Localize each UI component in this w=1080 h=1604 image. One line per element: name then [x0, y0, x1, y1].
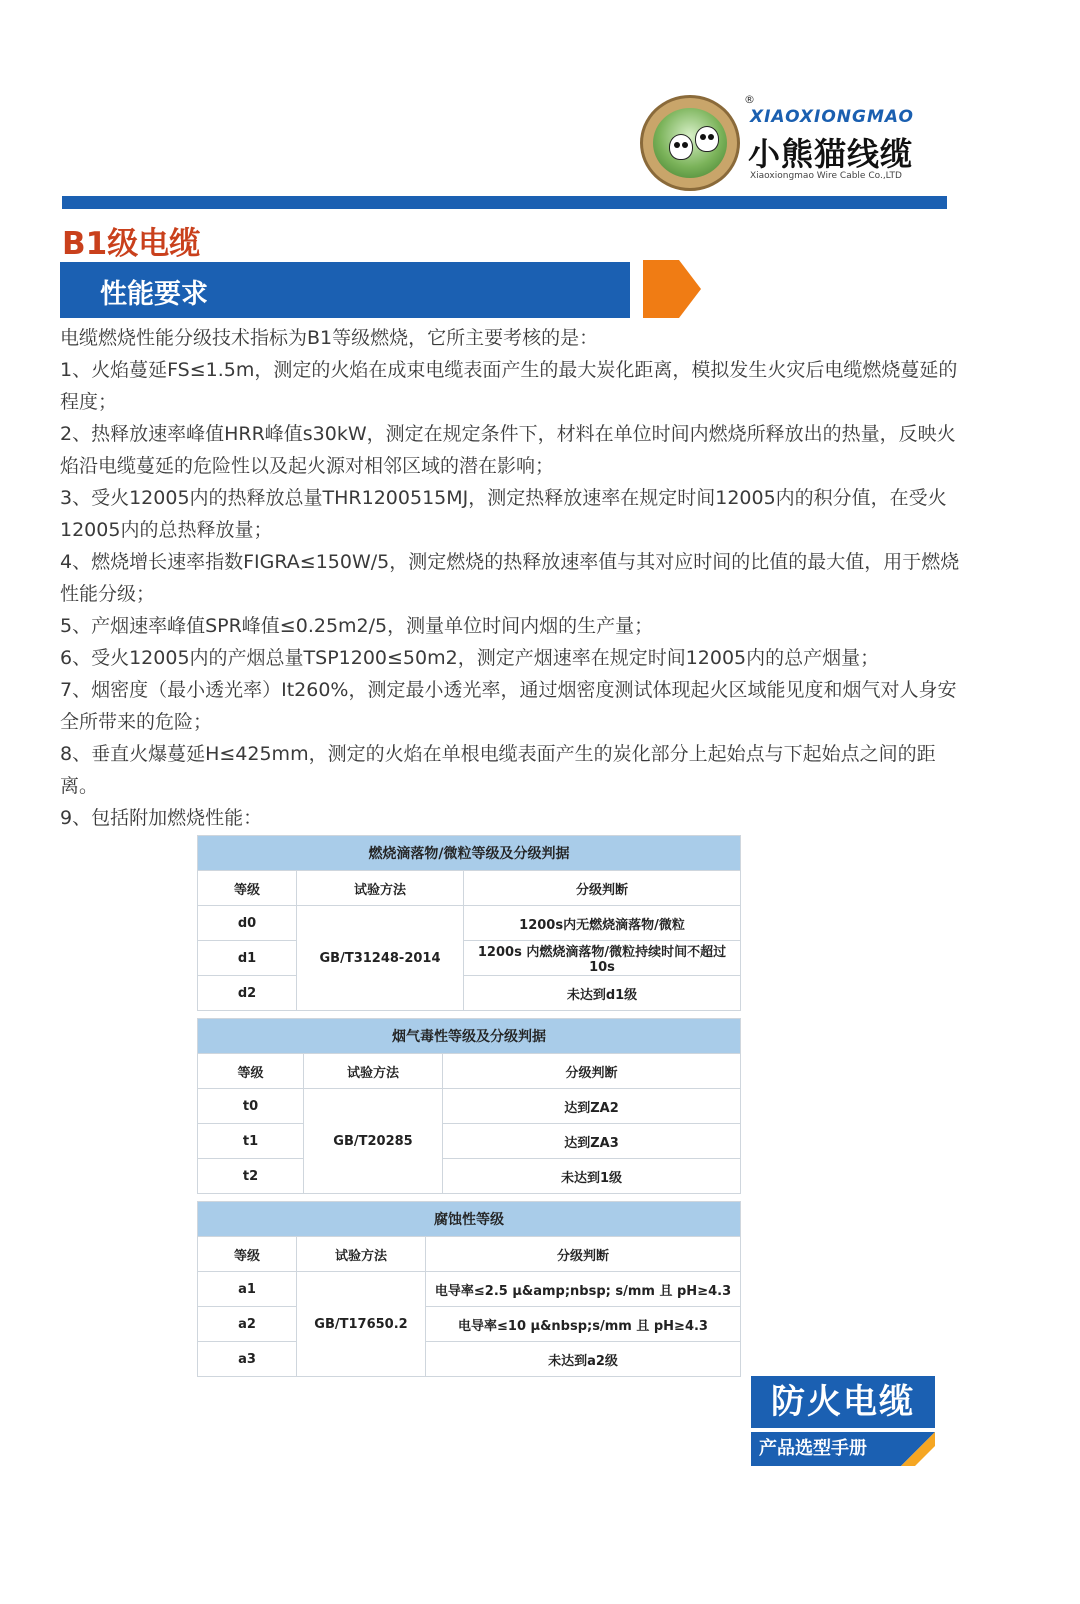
criterion-cell: 1200s内无燃烧滴落物/微粒	[464, 906, 741, 941]
table-row	[198, 1089, 741, 1124]
table-row	[198, 1342, 741, 1377]
method-cell: GB/T17650.2	[297, 1272, 426, 1377]
criterion-cell: 未达到1级	[443, 1159, 741, 1194]
column-header: 试验方法	[297, 1237, 426, 1272]
company-name: Xiaoxiongmao Wire Cable Co.,LTD	[750, 171, 902, 181]
manual-badge	[751, 1376, 935, 1466]
page-title: B1级电缆	[62, 226, 201, 262]
header-divider	[62, 196, 947, 209]
column-header: 试验方法	[304, 1054, 443, 1089]
paragraph: 电缆燃烧性能分级技术指标为B1等级燃烧，它所主要考核的是：	[60, 327, 599, 349]
table-row	[198, 906, 741, 941]
corner-triangle-icon	[901, 1432, 935, 1466]
table-row	[198, 1159, 741, 1194]
criterion-cell: 未达到d1级	[464, 976, 741, 1011]
grade-cell: t1	[198, 1124, 304, 1159]
paragraph: 7、烟密度（最小透光率）It260%，测定最小透光率，通过烟密度测试体现起火区域能见度和烟气对人身安全所带来的危险；	[60, 679, 957, 733]
badge-title: 防火电缆	[751, 1376, 935, 1428]
grade-cell: d2	[198, 976, 297, 1011]
paragraph: 4、燃烧增长速率指数FIGRA≤150W/5，测定燃烧的热释放速率值与其对应时间的比值的最大值，用于燃烧性能分级；	[60, 551, 960, 605]
table-caption: 腐蚀性等级	[198, 1202, 741, 1237]
grade-cell: d0	[198, 906, 297, 941]
paragraph: 2、热释放速率峰值HRR峰值s30kW，测定在规定条件下，材料在单位时间内燃烧所释放出的热量，反映火焰沿电缆蔓延的危险性以及起火源对相邻区域的潜在影响；	[60, 423, 956, 477]
column-header: 等级	[198, 1237, 297, 1272]
grade-cell: a1	[198, 1272, 297, 1307]
column-header: 分级判断	[443, 1054, 741, 1089]
column-header: 等级	[198, 1054, 304, 1089]
table-row	[198, 941, 741, 976]
column-header: 等级	[198, 871, 297, 906]
brand-name-en: XIAOXIONGMAO	[750, 107, 914, 127]
criterion-cell: 未达到a2级	[426, 1342, 741, 1377]
method-cell: GB/T31248-2014	[297, 906, 464, 1011]
grade-cell: t2	[198, 1159, 304, 1194]
table-row	[198, 976, 741, 1011]
criterion-cell: 电导率≤10 μ&nbsp;s/mm 且 pH≥4.3	[426, 1307, 741, 1342]
criterion-cell: 达到ZA3	[443, 1124, 741, 1159]
table-row	[198, 1272, 741, 1307]
column-header: 试验方法	[297, 871, 464, 906]
corrosivity-table	[197, 1201, 741, 1377]
table-row	[198, 1307, 741, 1342]
badge-subtitle: 产品选型手册	[751, 1432, 901, 1466]
grade-cell: d1	[198, 941, 297, 976]
paragraph: 8、垂直火爆蔓延H≤425mm，测定的火焰在单根电缆表面产生的炭化部分上起始点与下起始点之间的距离。	[60, 743, 936, 797]
paragraph: 6、受火12005内的产烟总量TSP1200≤50m2，测定产烟速率在规定时间12005内的总产烟量；	[60, 647, 880, 669]
paragraph: 3、受火12005内的热释放总量THR1200515MJ，测定热释放速率在规定时间12005内的积分值，在受火12005内的总热释放量；	[60, 487, 947, 541]
panda-emblem-icon	[640, 95, 740, 191]
criterion-cell: 达到ZA2	[443, 1089, 741, 1124]
method-cell: GB/T20285	[304, 1089, 443, 1194]
paragraph: 5、产烟速率峰值SPR峰值≤0.25m2/5，测量单位时间内烟的生产量；	[60, 615, 654, 637]
section-title: 性能要求	[100, 279, 208, 310]
table-caption: 燃烧滴落物/微粒等级及分级判据	[198, 836, 741, 871]
company-logo	[640, 95, 960, 195]
criterion-cell: 1200s 内燃烧滴落物/微粒持续时间不超过10s	[464, 941, 741, 976]
column-header: 分级判断	[426, 1237, 741, 1272]
registered-mark: ®	[744, 93, 755, 106]
dripping-table	[197, 835, 741, 1011]
criterion-cell: 电导率≤2.5 μ&amp;nbsp; s/mm 且 pH≥4.3	[426, 1272, 741, 1307]
table-row	[198, 1124, 741, 1159]
paragraph: 9、包括附加燃烧性能：	[60, 807, 263, 829]
smoke-toxicity-table	[197, 1018, 741, 1194]
column-header: 分级判断	[464, 871, 741, 906]
grade-cell: a3	[198, 1342, 297, 1377]
paragraph: 1、火焰蔓延FS≤1.5m，测定的火焰在成束电缆表面产生的最大炭化距离，模拟发生火灾后电缆燃烧蔓延的程度；	[60, 359, 958, 413]
table-caption: 烟气毒性等级及分级判据	[198, 1019, 741, 1054]
body-text	[60, 322, 970, 834]
grade-cell: t0	[198, 1089, 304, 1124]
brand-name-cn: 小熊猫线缆	[748, 135, 914, 173]
grade-cell: a2	[198, 1307, 297, 1342]
